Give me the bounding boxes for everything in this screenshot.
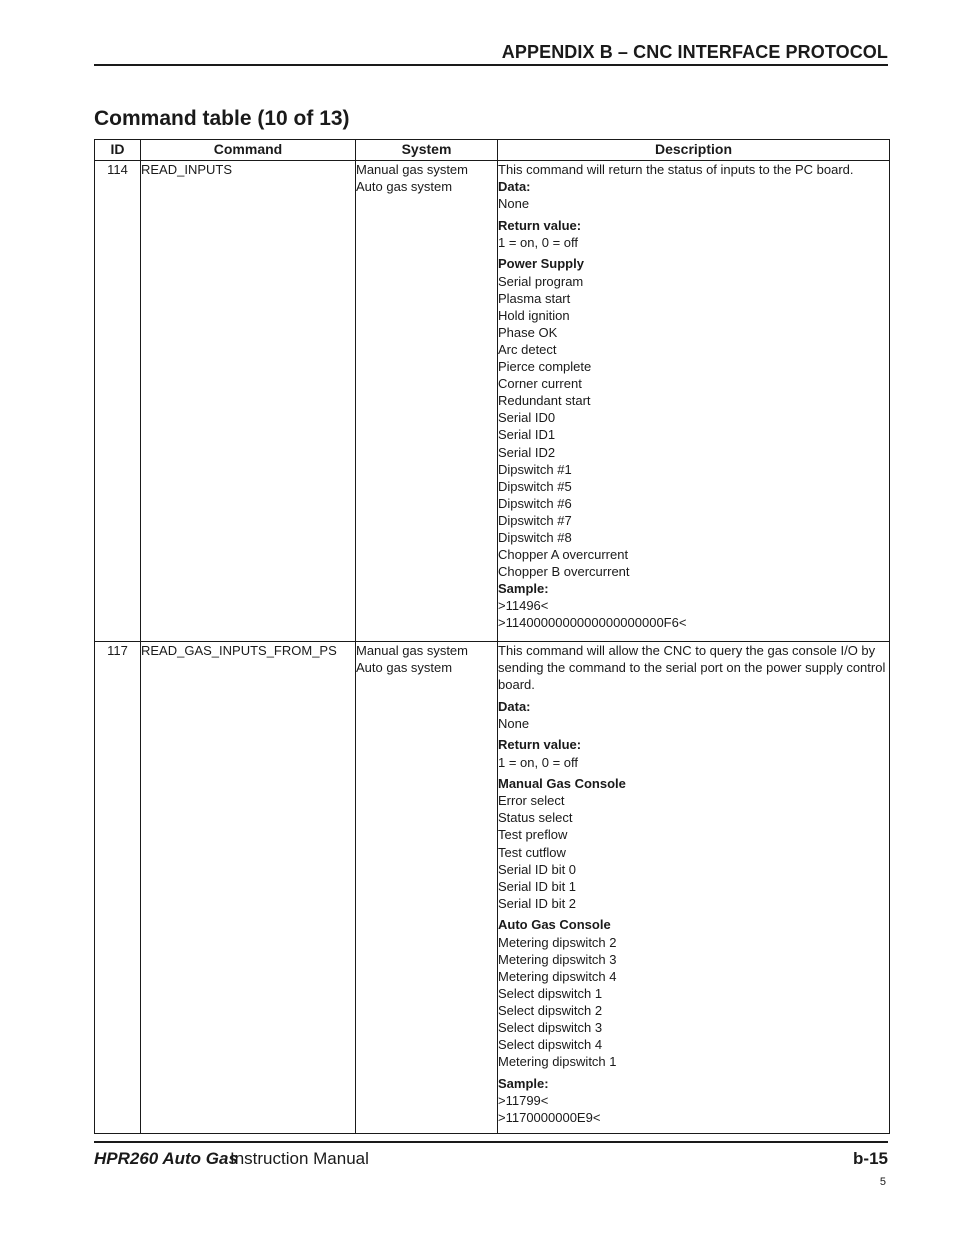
sample-label: Sample: [498,581,549,597]
system-line: Manual gas system [356,162,468,177]
input-item: Dipswitch #8 [498,529,572,545]
row-system [356,642,498,1134]
system-line: Manual gas system [356,643,468,658]
row-description [498,161,890,642]
return-label: Return value: [498,737,582,753]
footer-manual-label: Instruction Manual [230,1149,369,1168]
input-item: Dipswitch #5 [498,478,572,494]
input-item: Serial ID bit 2 [498,895,577,911]
input-item: Chopper B overcurrent [498,564,630,580]
table-header-row [95,140,890,161]
input-item: Error select [498,793,565,809]
input-item: Metering dipswitch 1 [498,1054,617,1070]
input-item: Dipswitch #7 [498,512,572,528]
return-label: Return value: [498,217,582,233]
input-item: Serial ID1 [498,427,556,443]
input-item: Metering dipswitch 4 [498,968,617,984]
input-item: Serial ID bit 0 [498,861,577,877]
row-id: 114 [95,161,141,642]
input-item: Status select [498,810,573,826]
input-item: Select dipswitch 2 [498,1002,603,1018]
input-item: Dipswitch #6 [498,495,572,511]
input-item: Phase OK [498,324,558,340]
sample-label: Sample: [498,1075,549,1091]
system-line: Auto gas system [356,660,453,676]
row-id: 117 [95,642,141,1134]
data-label: Data: [498,179,531,195]
auto-gas-console-label: Auto Gas Console [498,917,611,933]
table-row [95,161,890,642]
sample-line: >11496< [498,598,549,614]
input-item: Serial ID2 [498,444,556,460]
header-rule [94,64,888,66]
input-item: Metering dipswitch 3 [498,951,617,967]
row-description [498,642,890,1134]
footer-product-name: HPR260 Auto Gas [94,1149,238,1168]
footer-sheet-number: 5 [879,1176,886,1188]
input-item: Metering dipswitch 2 [498,934,617,950]
return-value: 1 = on, 0 = off [498,754,578,770]
input-item: Chopper A overcurrent [498,547,629,563]
data-value: None [498,196,530,212]
section-title: Command table (10 of 13) [94,107,350,130]
sample-line: >1170000000E9< [498,1109,601,1125]
input-item: Select dipswitch 4 [498,1037,603,1053]
column-header-system: System [356,140,498,161]
row-command: READ_INPUTS [141,161,356,642]
input-item: Hold ignition [498,307,570,323]
group-label: Power Supply [498,256,584,272]
input-item: Redundant start [498,393,591,409]
return-value: 1 = on, 0 = off [498,234,578,250]
data-label: Data: [498,698,531,714]
column-header-description: Description [498,140,890,161]
input-item: Select dipswitch 3 [498,1019,603,1035]
input-item: Arc detect [498,341,557,357]
input-item: Test preflow [498,827,568,843]
row-system [356,161,498,642]
input-item: Serial ID0 [498,410,556,426]
description-intro: This command will return the status of inputs to the PC board. [498,162,854,177]
column-header-command: Command [141,140,356,161]
column-header-id: ID [95,140,141,161]
footer-page-number: b-15 [853,1149,888,1168]
data-value: None [498,715,530,731]
system-line: Auto gas system [356,179,453,195]
input-item: Serial program [498,273,584,289]
manual-gas-console-label: Manual Gas Console [498,776,626,792]
row-command: READ_GAS_INPUTS_FROM_PS [141,642,356,1134]
table-row [95,642,890,1134]
input-item: Dipswitch #1 [498,461,572,477]
appendix-header-title: APPENDIX B – CNC INTERFACE PROTOCOL [501,42,888,62]
sample-line: >1140000000000000000000F6< [498,615,687,631]
input-item: Plasma start [498,290,571,306]
description-intro: This command will allow the CNC to query the gas console I/O by sending the command to the serial port on the power supply control board. [498,643,886,693]
input-item: Pierce complete [498,359,592,375]
input-item: Select dipswitch 1 [498,985,603,1001]
footer-rule [94,1141,888,1143]
input-item: Test cutflow [498,844,566,860]
input-item: Corner current [498,376,582,392]
sample-line: >11799< [498,1092,549,1108]
input-item: Serial ID bit 1 [498,878,577,894]
command-table [94,139,890,1134]
